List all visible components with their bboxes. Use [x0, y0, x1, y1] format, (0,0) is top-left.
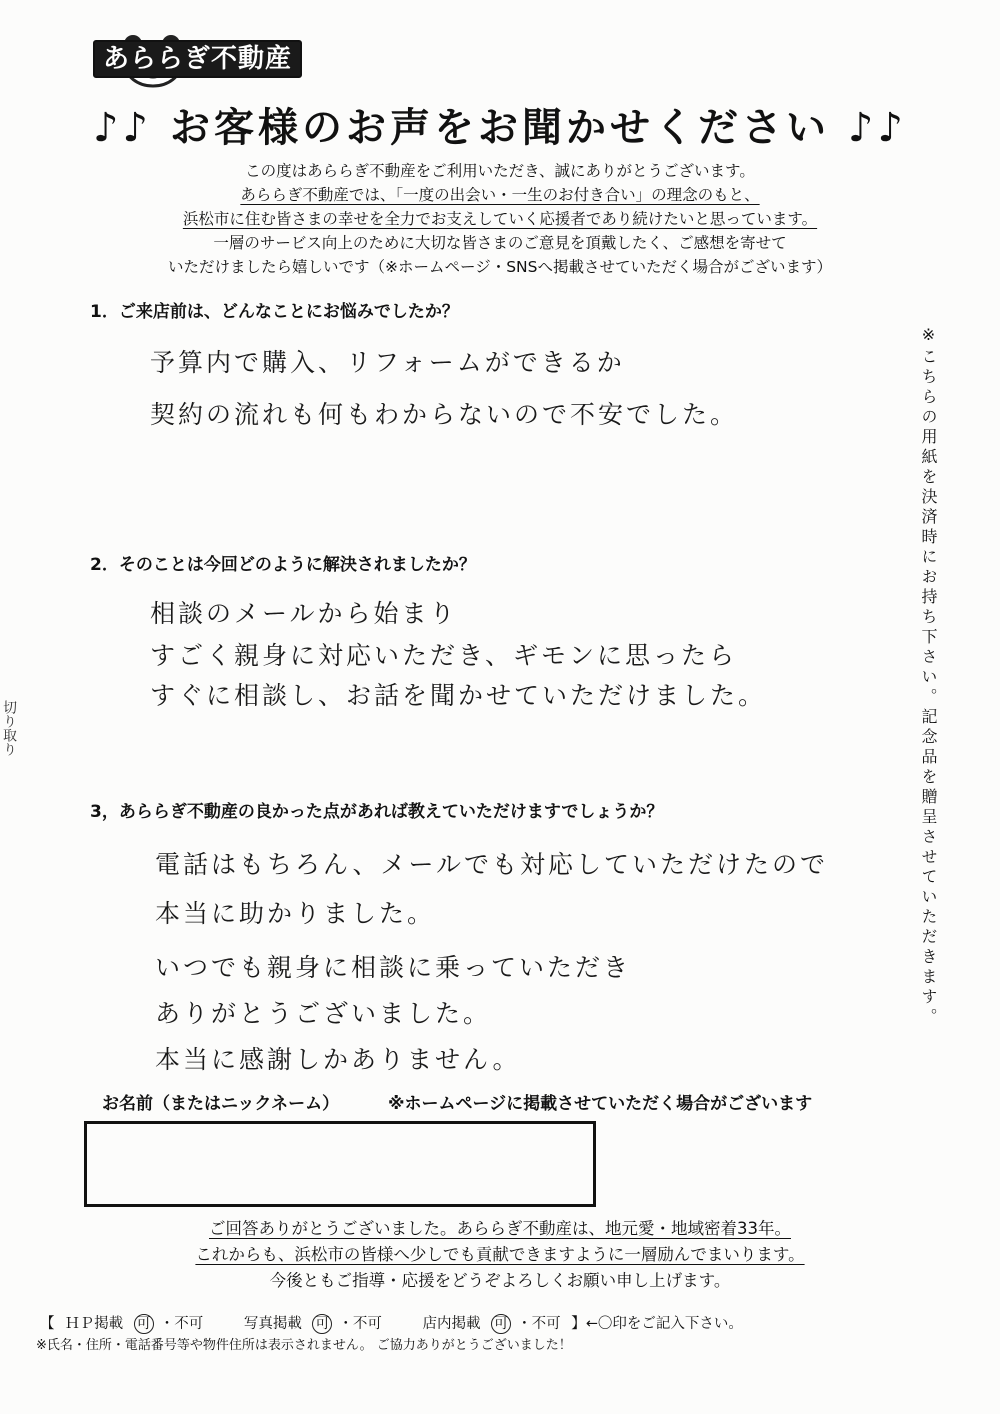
answer-1-line: 予算内で購入、リフォームができるか	[150, 348, 625, 377]
question-2-label: 2．そのことは今回どのように解決されましたか？	[90, 555, 476, 575]
photo-label: 写真掲載	[243, 1316, 302, 1332]
question-3-label: 3，あららぎ不動産の良かった点があれば教えていただけますでしょうか？	[90, 802, 664, 822]
answer-3-line: 電話はもちろん、メールでも対応していただけたので	[155, 850, 829, 879]
cut-line-label: 切り取り	[1, 700, 17, 756]
store-ng-option[interactable]: ・不可	[517, 1316, 561, 1332]
answer-3-line: 本当に感謝しかありません。	[155, 1045, 521, 1074]
name-label: お名前（またはニックネーム）	[102, 1094, 340, 1114]
hp-ng-option[interactable]: ・不可	[159, 1316, 204, 1332]
intro-line: 浜松市に住む皆さまの幸せを全力でお支えしていく応援者であり続けたいと思っています。	[182, 210, 818, 228]
name-field[interactable]	[84, 1121, 596, 1207]
hp-label: ＨＰ掲載	[65, 1316, 124, 1332]
footnote: ※氏名・住所・電話番号等や物件住所は表示されません。 ご協力ありがとうございました！	[36, 1338, 572, 1353]
closing-line: 今後ともご指導・応援をどうぞよろしくお願い申し上げます。	[269, 1271, 731, 1290]
answer-3-line: いつでも親身に相談に乗っていただき	[155, 953, 632, 982]
closing-line: ご回答ありがとうございました。あららぎ不動産は、地元愛・地域密着33年。	[209, 1219, 791, 1238]
question-1-label: 1．ご来店前は、どんなことにお悩みでしたか？	[90, 302, 459, 322]
store-label: 店内掲載	[422, 1316, 481, 1332]
intro-line: この度はあららぎ不動産をご利用いただき、誠にありがとうございます。	[245, 162, 755, 180]
photo-ok-option[interactable]: 可	[312, 1314, 332, 1334]
intro-line: いただけましたら嬉しいです（※ホームページ・SNSへ掲載させていただく場合がございます）	[168, 258, 832, 276]
brand-logo-text: あららぎ不動産	[93, 40, 302, 78]
name-note: ※ホームページに掲載させていただく場合がございます	[388, 1094, 813, 1114]
answer-3-line: 本当に助かりました。	[155, 899, 436, 928]
intro-line: 一層のサービス向上のために大切な皆さまのご意見を頂戴したく、ご感想を寄せて	[213, 234, 787, 252]
answer-2-line: すごく親身に対応いただき、ギモンに思ったら	[150, 641, 738, 670]
store-ok-option[interactable]: 可	[491, 1314, 511, 1334]
answer-1-line: 契約の流れも何もわからないので不安でした。	[150, 400, 739, 429]
answer-2-line: すぐに相談し、お話を聞かせていただけました。	[150, 681, 767, 710]
side-note: ※こちらの用紙を決済時にお持ち下さい。記念品を贈呈させていただきます。	[919, 325, 938, 1028]
bracket-open: 【	[40, 1316, 55, 1332]
hp-ok-option[interactable]: 可	[134, 1314, 154, 1334]
permission-instruction: 】←〇印をご記入下さい。	[571, 1316, 743, 1332]
permission-row	[40, 1312, 749, 1334]
page-title: ♪♪ お客様のお声をお聞かせください ♪♪	[93, 105, 907, 151]
closing-line: これからも、浜松市の皆様へ少しでも貢献できますように一層励んでまいります。	[195, 1245, 805, 1264]
photo-ng-option[interactable]: ・不可	[338, 1316, 382, 1332]
intro-line: あららぎ不動産では、「一度の出会い・一生のお付き合い」の理念のもと、	[240, 186, 760, 204]
answer-2-line: 相談のメールから始まり	[150, 599, 458, 628]
answer-3-line: ありがとうございました。	[155, 999, 492, 1028]
